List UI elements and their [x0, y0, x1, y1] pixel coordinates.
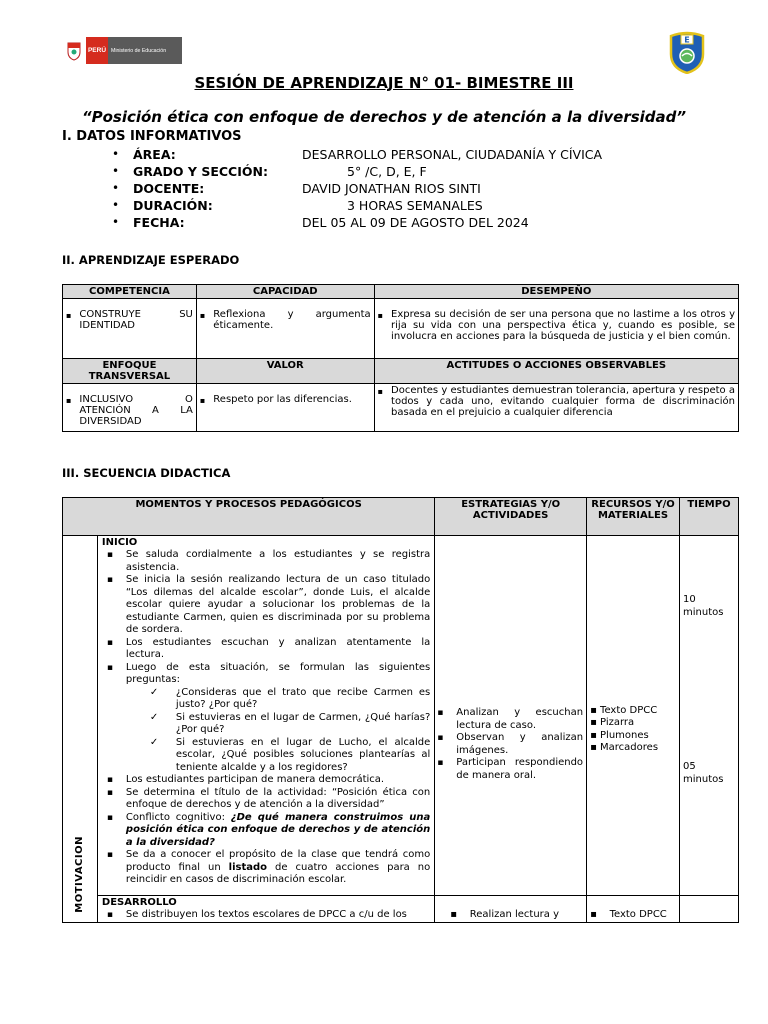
info-label-docente: DOCENTE: [133, 181, 205, 196]
question-item: ✓ Si estuvieras en el lugar de Carmen, ¿Qué harías? ¿Por qué? [102, 712, 430, 737]
desarrollo-item: ▪ Se distribuyen los textos escolares de DPCC a c/u de los [102, 909, 430, 922]
desarrollo-estrategia: ▪ Realizan lectura y [450, 908, 560, 920]
tiempo-2: 05 minutos [683, 761, 724, 785]
desarrollo-cell [97, 895, 434, 923]
inicio-item: ▪ Se determina el título de la actividad: “Posición ética con enfoque de derechos y de atención a la diversidad” [102, 787, 430, 812]
inicio-item: ▪ Se saluda cordialmente a los estudiantes y se registra asistencia. [102, 549, 430, 574]
conflicto-question: ¿De qué manera construimos una posición ética con enfoque de derechos y de atención a la diversidad? [125, 811, 431, 848]
info-label-area: ÁREA: [133, 147, 176, 162]
estrategia-item: ▪ Observan y analizan imágenes. [432, 732, 583, 757]
phase-cell [63, 536, 98, 923]
school-logo-letter: E [684, 35, 690, 45]
competencia-text: CONSTRUYE SU IDENTIDAD [79, 309, 193, 331]
col-header-tiempo: TIEMPO [680, 498, 739, 536]
capacidad-text: Reflexiona y argumenta éticamente. [213, 309, 371, 331]
col-header-desempeno: DESEMPEÑO [374, 285, 738, 299]
col-header-capacidad: CAPACIDAD [196, 285, 374, 299]
info-bullet: • [112, 181, 120, 195]
info-label-duracion: DURACIÓN: [133, 198, 213, 213]
conflicto-label: Conflicto cognitivo: [125, 811, 231, 823]
proposito-item [102, 849, 430, 887]
info-value-fecha: DEL 05 AL 09 DE AGOSTO DEL 2024 [302, 215, 529, 230]
tiempo-1: 10 minutos [683, 594, 724, 618]
tiempo-cell [680, 536, 739, 896]
desarrollo-tiempo-cell [680, 895, 739, 923]
minedu-logo [62, 37, 182, 64]
secuencia-table [62, 497, 739, 923]
actitudes-text: Docentes y estudiantes demuestran tolerancia, apertura y respeto a todos y cada uno, evitando cualquier forma de discriminación basada en el prejuicio a cualquier diferencia [391, 385, 735, 418]
phase-label-motivacion: MOTIVACION [74, 836, 86, 913]
recurso-item: ▪ Texto DPCC [590, 704, 658, 716]
enfoque-cell: ▪ INCLUSIVO O ATENCIÓN A LA DIVERSIDAD [63, 384, 197, 432]
desempeno-cell: ▪ Expresa su decisión de ser una persona que no lastime a los otros y rija su vida con una perspectiva ética y, cuando es posible, se involucra en acciones para la búsqueda de justicia y el bien común. [374, 299, 738, 359]
question-item: ✓ Si estuvieras en el lugar de Lucho, el alcalde escolar, ¿Qué posibles soluciones plantearías al teniente alcalde y a los regidores? [102, 737, 430, 775]
col-header-estrategias: ESTRATEGIAS Y/O ACTIVIDADES [435, 498, 587, 536]
section2-heading: II. APRENDIZAJE ESPERADO [62, 253, 240, 267]
school-crest-icon [665, 30, 709, 74]
col-header-actitudes: ACTITUDES O ACCIONES OBSERVABLES [374, 359, 738, 384]
inicio-title: INICIO [101, 537, 138, 548]
estrategia-item: ▪ Analizan y escuchan lectura de caso. [432, 707, 583, 732]
col-header-recursos: RECURSOS Y/O MATERIALES [587, 498, 680, 536]
section1-heading: I. DATOS INFORMATIVOS [62, 129, 242, 144]
col-header-competencia: COMPETENCIA [63, 285, 197, 299]
col-header-enfoque: ENFOQUE TRANSVERSAL [63, 359, 197, 384]
info-value-duracion: 3 HORAS SEMANALES [347, 198, 483, 213]
aprendizaje-table [62, 284, 739, 432]
desarrollo-estrategia-cell [435, 895, 587, 923]
inicio-item: ▪ Los estudiantes escuchan y analizan atentamente la lectura. [102, 637, 430, 662]
info-label-grado: GRADO Y SECCIÓN: [133, 164, 268, 179]
session-subtitle: “Posición ética con enfoque de derechos y de atención a la diversidad” [81, 108, 687, 126]
inicio-cell [97, 536, 434, 896]
proposito-text-b: de cuatro acciones para no reincidir en casos de discriminación escolar. [125, 861, 431, 885]
desarrollo-recurso-cell [587, 895, 680, 923]
col-header-momentos: MOMENTOS Y PROCESOS PEDAGÓGICOS [63, 498, 435, 536]
desarrollo-recurso: ▪ Texto DPCC [590, 908, 667, 920]
inicio-item: ▪ Los estudiantes participan de manera democrática. [102, 774, 430, 787]
recurso-item: ▪ Marcadores [590, 742, 659, 754]
valor-cell: ▪ Respeto por las diferencias. [196, 384, 374, 432]
inicio-item: ▪ Se inicia la sesión realizando lectura de un caso titulado “Los dilemas del alcalde escolar”, donde Luis, el alcalde escolar quiere ayudar a solucionar los problemas de la estudiante Carmen, quien es discriminada por su problema de sordera. [102, 574, 430, 637]
recurso-item: ▪ Pizarra [590, 717, 635, 729]
info-value-docente: DAVID JONATHAN RIOS SINTI [302, 181, 481, 196]
info-value-area: DESARROLLO PERSONAL, CIUDADANÍA Y CÍVICA [302, 147, 603, 162]
proposito-bold: listado [228, 861, 268, 873]
info-bullet: • [112, 164, 120, 178]
minedu-peru-label: PERÚ [86, 37, 108, 64]
page-title: SESIÓN DE APRENDIZAJE N° 01- BIMESTRE III [194, 74, 574, 92]
question-item: ✓ ¿Consideras que el trato que recibe Carmen es justo? ¿Por qué? [102, 687, 430, 712]
info-bullet: • [112, 147, 120, 161]
valor-text: Respeto por las diferencias. [213, 394, 352, 405]
recursos-cell [587, 536, 680, 896]
actitudes-cell: ▪ Docentes y estudiantes demuestran tolerancia, apertura y respeto a todos y cada uno, evitando cualquier forma de discriminación basada en el prejuicio a cualquier diferencia [374, 384, 738, 432]
estrategias-cell [435, 536, 587, 896]
desempeno-text: Expresa su decisión de ser una persona que no lastime a los otros y rija su vida con una perspectiva ética y, cuando es posible, se involucra en acciones para la búsqueda de justicia y el bien común. [391, 309, 735, 342]
info-label-fecha: FECHA: [133, 215, 185, 230]
conflicto-item [102, 812, 430, 850]
col-header-valor: VALOR [196, 359, 374, 384]
desarrollo-title: DESARROLLO [101, 896, 177, 908]
peru-shield-icon [62, 37, 86, 64]
info-bullet: • [112, 198, 120, 212]
proposito-text-a: Se da a conocer el propósito de la clase que tendrá como producto final un [125, 849, 431, 873]
competencia-cell: ▪ CONSTRUYE SU IDENTIDAD [63, 299, 197, 359]
info-value-grado: 5° /C, D, E, F [347, 164, 427, 179]
minedu-ministerio-label: Ministerio de Educación [108, 37, 182, 64]
info-bullet: • [112, 215, 120, 229]
estrategia-item: ▪ Participan respondiendo de manera oral. [432, 757, 583, 782]
recurso-item: ▪ Plumones [590, 729, 649, 741]
enfoque-text: INCLUSIVO O ATENCIÓN A LA DIVERSIDAD [79, 394, 193, 427]
section3-heading: III. SECUENCIA DIDACTICA [62, 466, 231, 480]
capacidad-cell: ▪ Reflexiona y argumenta éticamente. [196, 299, 374, 359]
inicio-item: ▪ Luego de esta situación, se formulan las siguientes preguntas: [102, 662, 430, 687]
